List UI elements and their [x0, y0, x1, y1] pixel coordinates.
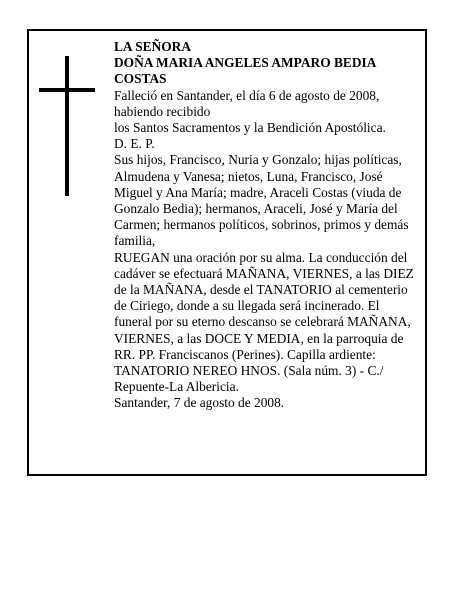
- dep-line: D. E. P.: [114, 136, 155, 152]
- cross-icon: [65, 56, 69, 196]
- obituary-text: [114, 39, 418, 412]
- sacraments-line: los Santos Sacramentos y la Bendición Apostólica.: [114, 120, 386, 136]
- cross-icon-bar: [39, 88, 95, 92]
- death-announcement: Falleció en Santander, el día 6 de agosto de 2008, habiendo recibido: [114, 87, 380, 119]
- signoff-line: Santander, 7 de agosto de 2008.: [114, 395, 285, 411]
- notice-title: LA SEÑORA: [114, 39, 192, 54]
- request-paragraph: RUEGAN una oración por su alma. La conducción del cadáver se efectuará MAÑANA, VIERNES, a las DIEZ de la MAÑANA, desde el TANATORIO al cementerio de Ciriego, donde a su llegada será incinerado. El funeral por su eterno descanso se celebrará MAÑANA, VIERNES, a las DOCE Y MEDIA, en la parroquia de RR. PP. Franciscanos (Perines). Capilla ardiente: TANATORIO NEREO HNOS. (Sala núm. 3) - C./ Repuente-La Albericia.: [114, 249, 414, 395]
- family-paragraph: Sus hijos, Francisco, Nuria y Gonzalo; hijas políticas, Almudena y Vanesa; nietos, Luna, Francisco, José Miguel y Ana María; madre, Araceli Costas (viuda de Gonzalo Bedia); hermanos, Araceli, José y María del Carmen; hermanos políticos, sobrinos, primos y demás familia,: [114, 152, 409, 249]
- deceased-name: DOÑA MARIA ANGELES AMPARO BEDIA COSTAS: [114, 55, 376, 87]
